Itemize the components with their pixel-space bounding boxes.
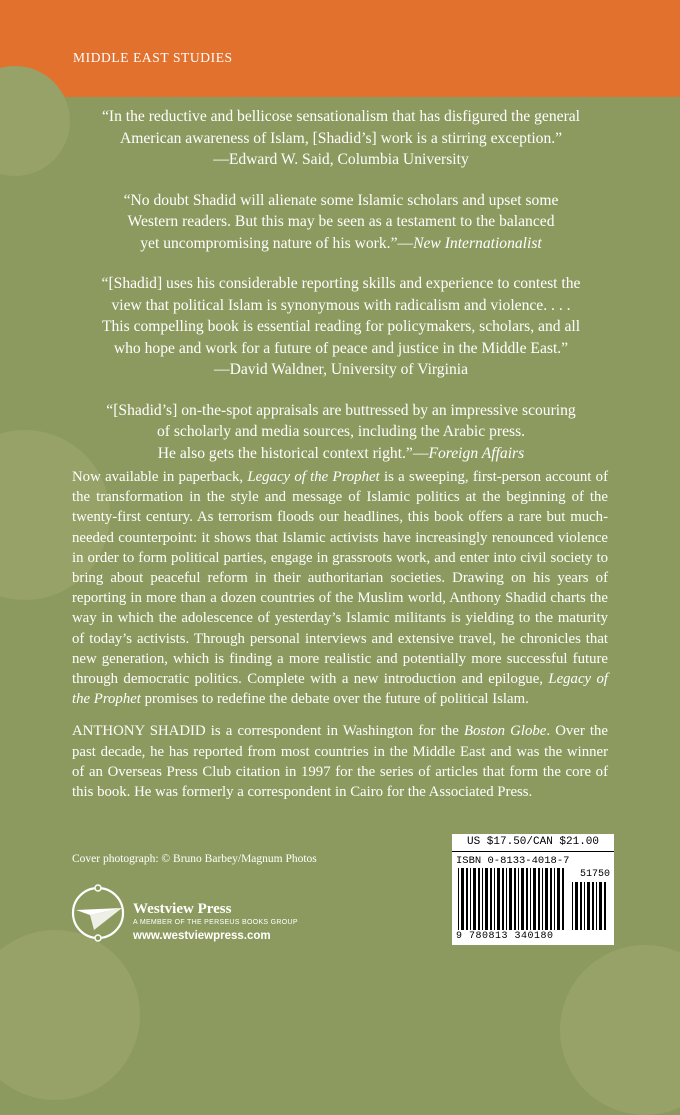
book-title: Legacy of the Prophet (72, 671, 608, 708)
photo-credit: Cover photograph: © Bruno Barbey/Magnum Photos (72, 853, 317, 865)
description-paragraph (72, 467, 608, 709)
barcode-bar (545, 868, 548, 930)
blurb-line-last (76, 233, 606, 255)
barcode-bar (550, 868, 552, 930)
publisher-url: www.westviewpress.com (133, 930, 271, 942)
blurb-line: “[Shadid’s] on-the-spot appraisals are buttressed by an impressive scouring (106, 401, 576, 419)
blurb-line: who hope and work for a future of peace and justice in the Middle East.” (113, 339, 569, 357)
barcode-bar (572, 882, 573, 930)
ean-barcode (458, 868, 566, 930)
barcode-bar (584, 882, 585, 930)
publisher-name: Westview Press (133, 901, 232, 917)
barcode-bar (502, 868, 504, 930)
barcode-bar (592, 882, 594, 930)
blurb-foreign-affairs (76, 400, 606, 465)
blurb-line: “No doubt Shadid will alienate some Islamic scholars and upset some (123, 191, 559, 209)
blurb-source: Foreign Affairs (428, 444, 525, 462)
blurbs (76, 106, 606, 483)
barcode-bar (466, 868, 468, 930)
barcode-bar (604, 882, 606, 930)
text: Now available in paperback, (72, 469, 248, 485)
barcode-bar (538, 868, 540, 930)
price: US $17.50/CAN $21.00 (452, 834, 614, 852)
barcode-bar (518, 868, 519, 930)
blurb-line: view that political Islam is synonymous with radicalism and violence. . . . (111, 296, 571, 314)
barcode-bar (562, 868, 564, 930)
barcode-bar (482, 868, 483, 930)
barcode-bar (580, 882, 582, 930)
barcode-bar (587, 882, 590, 930)
blurb-new-internationalist (76, 190, 606, 255)
ean-digits: 9 780813 340180 (456, 931, 554, 942)
barcode-bar (497, 868, 500, 930)
barcode-bar (533, 868, 536, 930)
blurb-line: of scholarly and media sources, including the Arabic press. (156, 423, 526, 440)
blurb-line: Western readers. But this may be seen as a testament to the balanced (127, 213, 555, 230)
barcode-bar (506, 868, 507, 930)
blurb-text: He also gets the historical context right.”— (157, 444, 429, 462)
barcode-bar (530, 868, 531, 930)
blurb-line: This compelling book is essential reading for policymakers, scholars, and all (101, 318, 581, 335)
text: is a sweeping, first-person account of the transformation in the style and message of Islamic politics at the beginning of the twenty-first century. As terrorism floods our headlines, this book offers a rare but much-needed counterpoint: it shows that Islamic activists have increasingly renounced violence in order to form political parties, engage in grassroots work, and enter into civil society to bring about peaceful reform in their authoritarian societies. Drawing on his years of reporting in more than a dozen countries of the Muslim world, Anthony Shadid charts the way in which the adolescence of yesterday’s Islamic militants is yielding to the maturity of today’s activists. Through personal interviews and extensive travel, he chronicles that new generation, which is finding a more realistic and potentially more successful future through democratic politics. Complete with a new introduction and epilogue, (72, 469, 608, 688)
publisher-member-line: A MEMBER OF THE PERSEUS BOOKS GROUP (133, 919, 298, 926)
compass-logo-icon (70, 884, 128, 942)
decorative-circle (560, 945, 680, 1115)
barcode-bar (490, 868, 492, 930)
barcode-bar (596, 882, 597, 930)
barcode-bar (470, 868, 471, 930)
series-label: MIDDLE EAST STUDIES (73, 50, 233, 65)
newspaper-title: Boston Globe (463, 723, 547, 740)
barcode-bar (526, 868, 528, 930)
blurb-attribution: —David Waldner, University of Virginia (213, 361, 468, 378)
barcode-bar (509, 868, 512, 930)
barcode-bar (557, 868, 560, 930)
blurb-line: “In the reductive and bellicose sensationalism that has disfigured the general (101, 108, 581, 125)
blurb-source: New Internationalist (413, 234, 542, 252)
blurb-waldner (76, 273, 606, 381)
author-bio (72, 721, 608, 802)
isbn: ISBN 0-8133-4018-7 (456, 855, 570, 867)
text: promises to redefine the debate over the future of political Islam. (140, 691, 529, 708)
blurb-said (76, 106, 606, 171)
barcode-bar (485, 868, 488, 930)
barcode-bar (458, 868, 459, 930)
addon-barcode (572, 882, 610, 930)
barcode-bar (461, 868, 464, 930)
blurb-text: yet uncompromising nature of his work.”— (140, 234, 414, 252)
addon-code: 51750 (580, 869, 611, 880)
barcode-bar (494, 868, 495, 930)
blurb-line-last (76, 443, 606, 465)
barcode-block (452, 834, 614, 945)
barcode-bar (521, 868, 524, 930)
decorative-circle (0, 930, 140, 1100)
barcode-bar (599, 882, 602, 930)
barcode-bar (542, 868, 543, 930)
book-title: Legacy of the Prophet (247, 469, 380, 485)
barcode-bar (554, 868, 555, 930)
blurb-attribution: —Edward W. Said, Columbia University (213, 151, 469, 168)
publisher-logo (70, 884, 310, 944)
barcode-bar (514, 868, 516, 930)
blurb-line: American awareness of Islam, [Shadid’s] work is a stirring exception.” (119, 129, 563, 147)
book-description (72, 467, 608, 814)
blurb-line: “[Shadid] uses his considerable reporting skills and experience to contest the (101, 275, 581, 292)
barcode-bar (478, 868, 480, 930)
text: . Over the past decade, he has reported from most countries in the Middle East and was the winner of an Overseas Press Club citation in 1997 for the series of articles that form the core of this book. He was formerly a correspondent in Cairo for the Associated Press. (72, 723, 608, 801)
barcode-bar (575, 882, 578, 930)
barcode-bar (473, 868, 476, 930)
text: ANTHONY SHADID is a correspondent in Washington for the (72, 723, 464, 740)
top-orange-band (0, 0, 680, 97)
